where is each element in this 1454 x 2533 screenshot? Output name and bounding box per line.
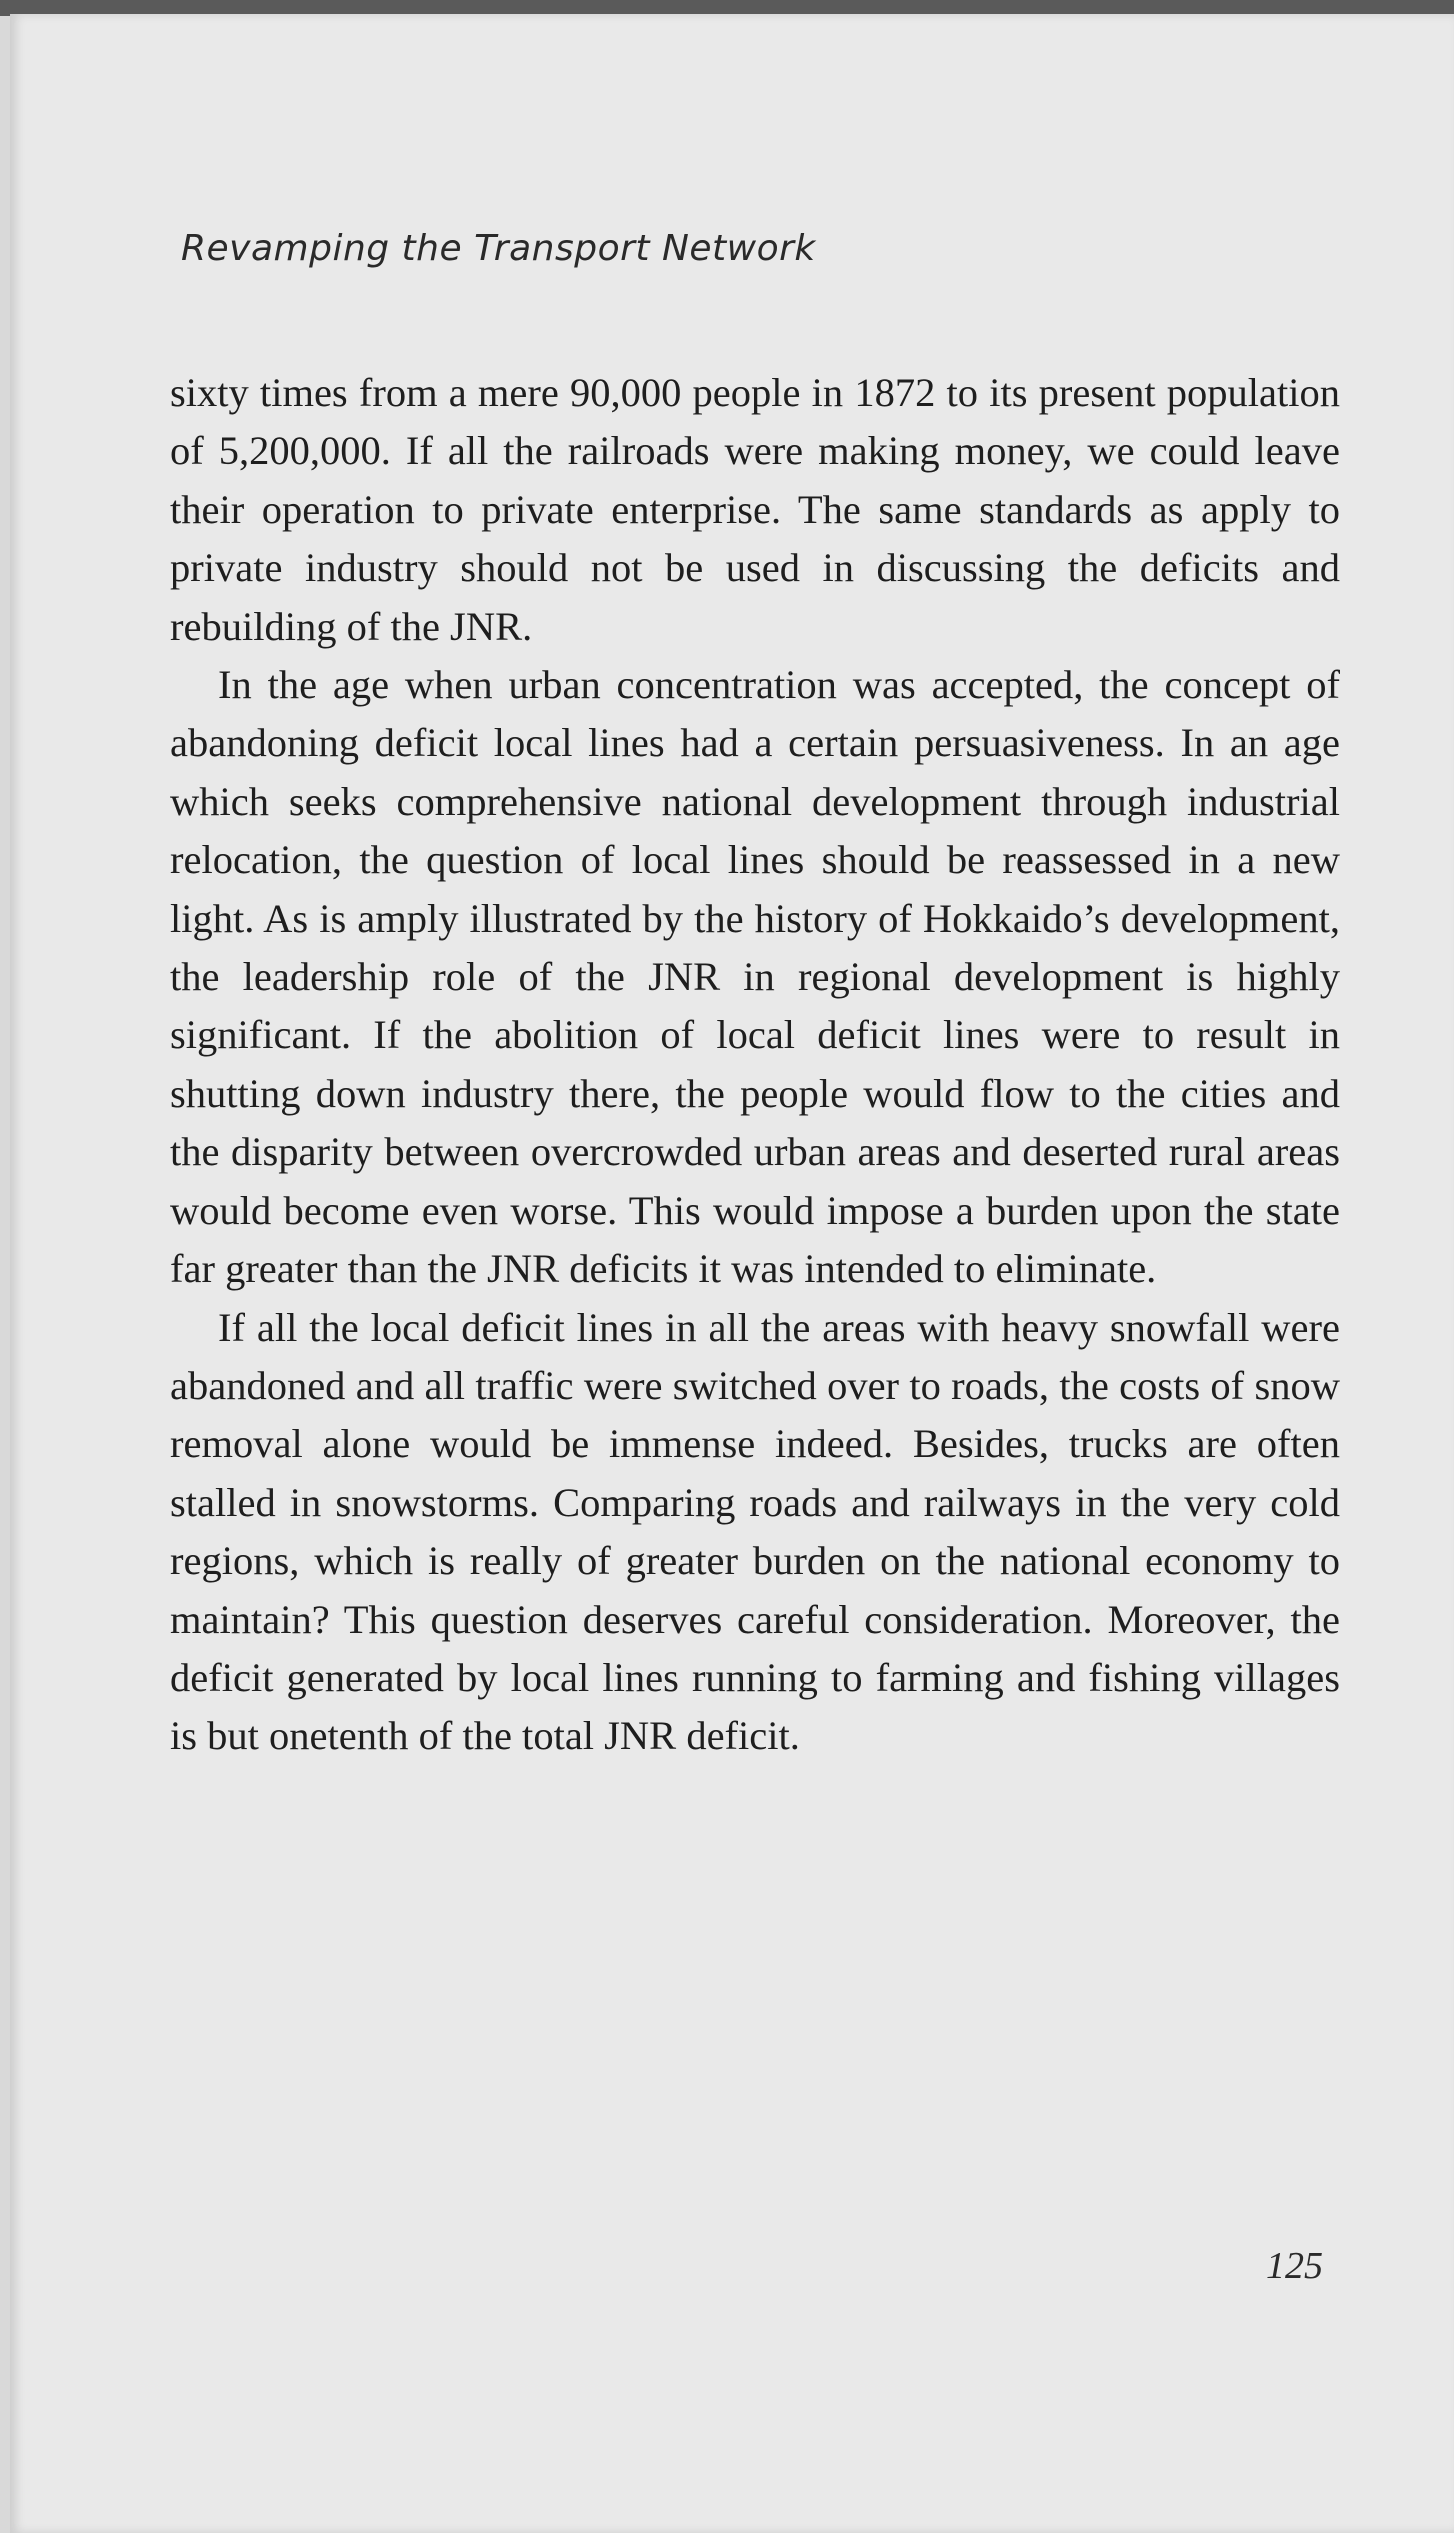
body-text xyxy=(170,364,1340,1766)
running-head: Revamping the Transport Network xyxy=(181,228,816,269)
paragraph-3: If all the local deficit lines in all the areas with heavy snowfall were abandoned and all traffic were switched over to roads, the costs of snow removal alone would be immense indeed. Besides, trucks are often stalled in snowstorms. Comparing roads and railways in the very cold regions, which is really of greater burden on the national economy to maintain? This question deserves careful consideration. Moreover, the deficit generated by local lines running to farming and fishing villages is but onetenth of the total JNR deficit. xyxy=(170,1304,1340,1759)
paragraph-1: sixty times from a mere 90,000 people in 1872 to its present population of 5,200,000. If all the railroads were making money, we could leave their operation to private enterprise. The same standards as apply to private industry should not be used in discussing the deficits and rebuilding of the JNR. xyxy=(170,370,1340,649)
page-number: 125 xyxy=(1266,2245,1323,2287)
paragraph-2: In the age when urban concentration was accepted, the concept of abandoning deficit local lines had a certain persuasiveness. In an age which seeks comprehensive national development through industrial relocation, the question of local lines should be reassessed in a new light. As is amply illustrated by the history of Hokkaido’s development, the leadership role of the JNR in regional development is highly significant. If the abolition of local deficit lines were to result in shutting down industry there, the people would flow to the cities and the disparity between overcrowded urban areas and deserted rural areas would become even worse. This would impose a burden upon the state far greater than the JNR deficits it was intended to eliminate. xyxy=(170,662,1340,1292)
